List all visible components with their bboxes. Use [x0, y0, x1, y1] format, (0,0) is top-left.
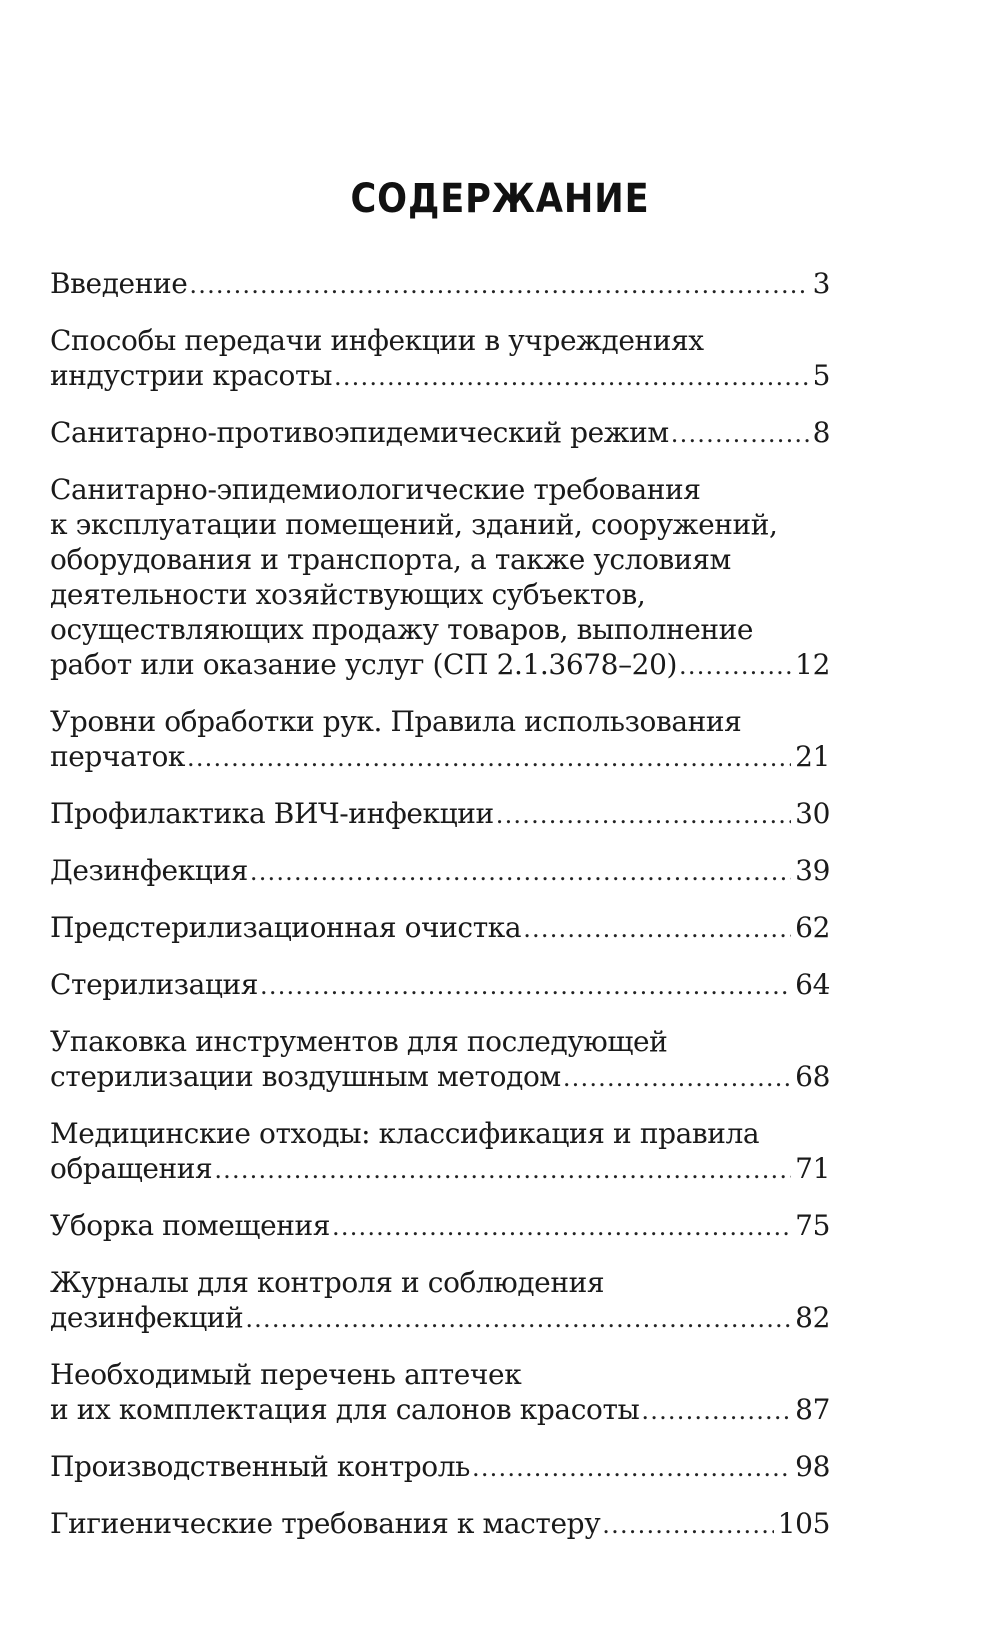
toc-entry-row [50, 796, 830, 833]
toc-entry [50, 1116, 830, 1188]
toc-entry-title-line: Введение [50, 267, 188, 300]
toc-entry [50, 704, 830, 776]
toc-entry-title-line: индустрии красоты [50, 359, 332, 392]
toc-entry [50, 1357, 830, 1429]
toc-entry [50, 1024, 830, 1096]
toc-entry-row [50, 853, 830, 890]
toc-entry-title-line: к эксплуатации помещений, зданий, сооружений, [50, 508, 778, 541]
toc-entry-title-line: Упаковка инструментов для последующей [50, 1025, 668, 1058]
dot-leader [496, 798, 791, 833]
toc-entry-row [50, 647, 830, 684]
dot-leader [189, 268, 808, 303]
toc-entry [50, 796, 830, 833]
toc-entry-row [50, 1059, 830, 1096]
toc-entry-row [50, 739, 830, 776]
toc-page-number: 71 [795, 1152, 830, 1185]
dot-leader [250, 855, 791, 890]
toc-page-number: 105 [777, 1507, 830, 1540]
toc-entry-title-line: Уровни обработки рук. Правила использования [50, 705, 742, 738]
dot-leader [245, 1302, 791, 1337]
toc-entry [50, 266, 830, 303]
toc-entry [50, 323, 830, 395]
toc-entry-row [50, 415, 830, 452]
toc-entry-title-line: Способы передачи инфекции в учреждениях [50, 324, 704, 357]
toc-entry-title-line: работ или оказание услуг (СП 2.1.3678–20) [50, 648, 678, 681]
toc-entry-title-line: стерилизации воздушным методом [50, 1060, 561, 1093]
toc-entry-title-line: Профилактика ВИЧ-инфекции [50, 797, 494, 830]
toc-page-number: 98 [795, 1450, 830, 1483]
toc-entry-title-line: Уборка помещения [50, 1209, 331, 1242]
toc-page-number: 30 [795, 797, 830, 830]
toc-page-number: 68 [795, 1060, 830, 1093]
toc-entry-row [50, 1300, 830, 1337]
toc-page-number: 82 [795, 1301, 830, 1334]
toc-page-number: 64 [795, 968, 830, 1001]
toc-entry-title-line: обращения [50, 1152, 213, 1185]
toc-entry [50, 472, 830, 684]
toc-entry [50, 910, 830, 947]
toc-page-number: 8 [812, 416, 830, 449]
toc-page-number: 87 [795, 1393, 830, 1426]
toc-entry-title-line: Журналы для контроля и соблюдения [50, 1266, 605, 1299]
toc-entry-row [50, 1506, 830, 1543]
toc-entry-title-line: Медицинские отходы: классификация и правила [50, 1117, 760, 1150]
toc-entry-title-line: Дезинфекция [50, 854, 248, 887]
dot-leader [187, 741, 791, 776]
toc-entry-title-line: Предстерилизационная очистка [50, 911, 522, 944]
dot-leader [563, 1061, 791, 1096]
toc-entry-row [50, 1208, 830, 1245]
toc-entry-row [50, 910, 830, 947]
toc-entry-row [50, 1151, 830, 1188]
toc-entry [50, 1449, 830, 1486]
toc-entry-row [50, 1449, 830, 1486]
dot-leader [523, 912, 791, 947]
dot-leader [214, 1153, 791, 1188]
toc-page-number: 62 [795, 911, 830, 944]
toc-entry-row [50, 967, 830, 1004]
toc-entry-title-line: перчаток [50, 740, 186, 773]
toc-page-number: 21 [795, 740, 830, 773]
toc-entry-title-line: дезинфекций [50, 1301, 244, 1334]
toc-page-number: 5 [812, 359, 830, 392]
toc-entry-title-line: Стерилизация [50, 968, 259, 1001]
toc-entry-row [50, 1392, 830, 1429]
toc-page-number: 3 [812, 267, 830, 300]
toc-entry [50, 1506, 830, 1543]
dot-leader [671, 417, 809, 452]
toc-entry-title-line: оборудования и транспорта, а также условиям [50, 543, 731, 576]
toc-page-number: 75 [795, 1209, 830, 1242]
page-title: СОДЕРЖАНИЕ [350, 176, 650, 222]
toc-entry [50, 1265, 830, 1337]
dot-leader [332, 1210, 791, 1245]
toc-entry-title-line: Санитарно-противоэпидемический режим [50, 416, 669, 449]
toc-page-number: 12 [795, 648, 830, 681]
dot-leader [641, 1394, 791, 1429]
dot-leader [602, 1508, 773, 1543]
toc-entry [50, 415, 830, 452]
toc-entry-title-line: и их комплектация для салонов красоты [50, 1393, 640, 1426]
toc-entry [50, 1208, 830, 1245]
toc-entry-title-line: Производственный контроль [50, 1450, 470, 1483]
dot-leader [679, 649, 791, 684]
toc-entry [50, 967, 830, 1004]
dot-leader [334, 360, 809, 395]
table-of-contents [50, 266, 830, 1563]
toc-entry [50, 853, 830, 890]
dot-leader [260, 969, 791, 1004]
toc-entry-title-line: осуществляющих продажу товаров, выполнение [50, 613, 754, 646]
toc-entry-row [50, 266, 830, 303]
toc-entry-title-line: Санитарно-эпидемиологические требования [50, 473, 701, 506]
toc-page-number: 39 [795, 854, 830, 887]
toc-entry-row [50, 358, 830, 395]
dot-leader [472, 1451, 791, 1486]
toc-entry-title-line: Гигиенические требования к мастеру [50, 1507, 601, 1540]
toc-entry-title-line: Необходимый перечень аптечек [50, 1358, 522, 1391]
toc-entry-title-line: деятельности хозяйствующих субъектов, [50, 578, 646, 611]
